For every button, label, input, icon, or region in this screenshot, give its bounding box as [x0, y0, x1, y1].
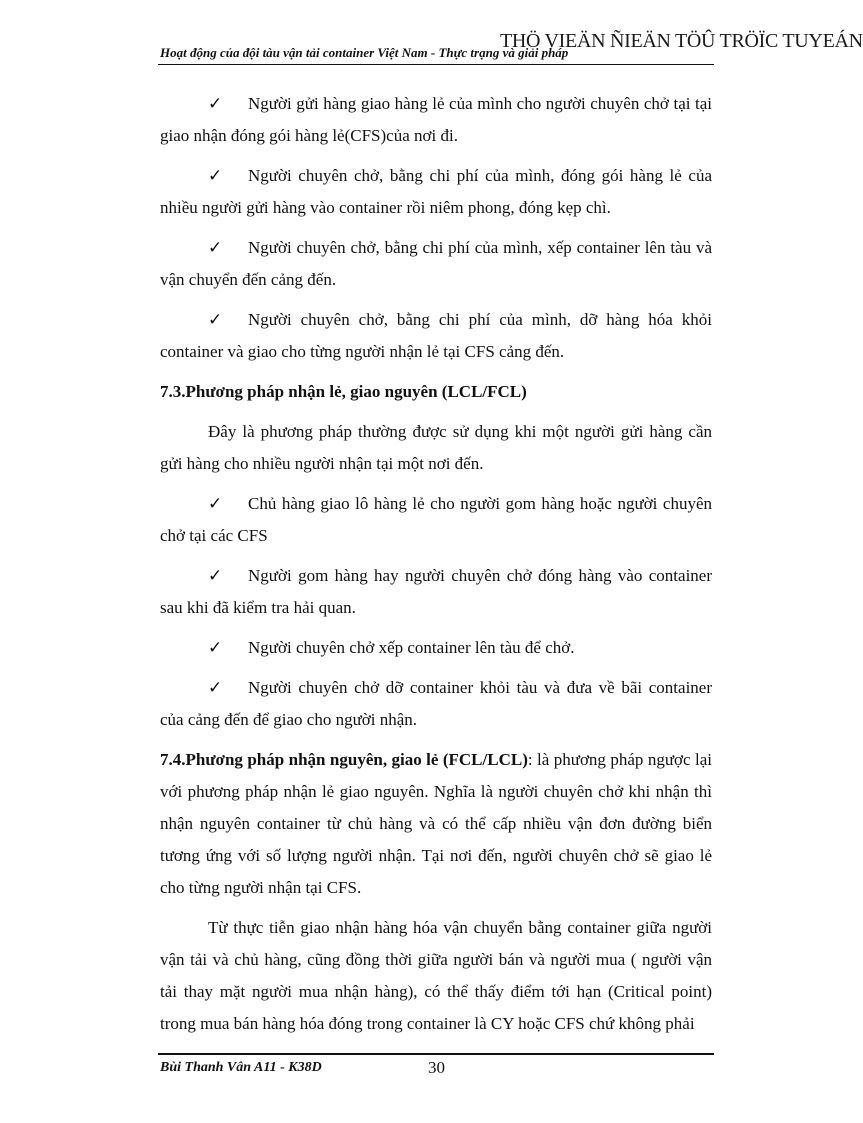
list-item: ✓ Người chuyên chở, bằng chi phí của mình, đóng gói hàng lẻ của nhiều người gửi hàng vào container rồi niêm phong, đóng kẹp chì. — [160, 160, 712, 224]
header-rule — [158, 64, 714, 65]
checkmark-icon: ✓ — [208, 94, 223, 113]
document-body — [160, 88, 712, 1048]
watermark-text: THÖ VIEÄN ÑIEÄN TÖÛ TRÖÏC TUYEÁN — [500, 30, 863, 52]
list-item: ✓ Người chuyên chở xếp container lên tàu để chở. — [160, 632, 712, 664]
checkmark-icon: ✓ — [208, 238, 223, 257]
section-heading-7-3: 7.3.Phương pháp nhận lẻ, giao nguyên (LCL/FCL) — [160, 382, 527, 401]
list-item: ✓ Chủ hàng giao lô hàng lẻ cho người gom hàng hoặc người chuyên chở tại các CFS — [160, 488, 712, 552]
paragraph: Từ thực tiễn giao nhận hàng hóa vận chuyển bằng container giữa người vận tải và chủ hàng, cũng đồng thời giữa người bán và người mua ( người vận tải thay mặt người mua nhận hàng), có thể thấy điểm tới hạn (Critical point) trong mua bán hàng hóa đóng trong container là CY hoặc CFS chứ không phải — [160, 918, 712, 1033]
list-item: ✓ Người gửi hàng giao hàng lẻ của mình cho người chuyên chở tại tại giao nhận đóng gói hàng lẻ(CFS)của nơi đi. — [160, 88, 712, 152]
footer-author: Bùi Thanh Vân A11 - K38D — [160, 1060, 322, 1075]
list-item: ✓ Người gom hàng hay người chuyên chở đóng hàng vào container sau khi đã kiểm tra hải quan. — [160, 560, 712, 624]
running-header-title: Hoạt động của đội tàu vận tải container Việt Nam - Thực trạng và giải pháp — [160, 45, 569, 60]
checkmark-icon: ✓ — [208, 678, 223, 697]
section-heading-7-4: 7.4.Phương pháp nhận nguyên, giao lẻ (FCL/LCL) — [160, 750, 528, 769]
list-item: ✓ Người chuyên chở, bằng chi phí của mình, dỡ hàng hóa khỏi container và giao cho từng người nhận lẻ tại CFS cảng đến. — [160, 304, 712, 368]
section-7-4-paragraph: 7.4.Phương pháp nhận nguyên, giao lẻ (FCL/LCL): là phương pháp ngược lại với phương pháp nhận lẻ giao nguyên. Nghĩa là người chuyên chở khi nhận thì nhận nguyên container từ chủ hàng và có thể cấp nhiều vận đơn đường biển tương ứng với số lượng người nhận. Tại nơi đến, người chuyên chở sẽ giao lẻ cho từng người nhận tại CFS. — [160, 750, 713, 897]
page-number: 30 — [428, 1058, 445, 1077]
checkmark-icon: ✓ — [208, 638, 223, 657]
list-item: ✓ Người chuyên chở dỡ container khỏi tàu và đưa về bãi container của cảng đến để giao cho người nhận. — [160, 672, 712, 736]
checkmark-icon: ✓ — [208, 310, 223, 329]
list-item: ✓ Người chuyên chở, bằng chi phí của mình, xếp container lên tàu và vận chuyển đến cảng đến. — [160, 232, 712, 296]
paragraph: Đây là phương pháp thường được sử dụng khi một người gửi hàng cần gửi hàng cho nhiều người nhận tại một nơi đến. — [160, 422, 712, 473]
checkmark-icon: ✓ — [208, 566, 223, 585]
footer-rule — [158, 1053, 714, 1055]
checkmark-icon: ✓ — [208, 494, 223, 513]
checkmark-icon: ✓ — [208, 166, 223, 185]
